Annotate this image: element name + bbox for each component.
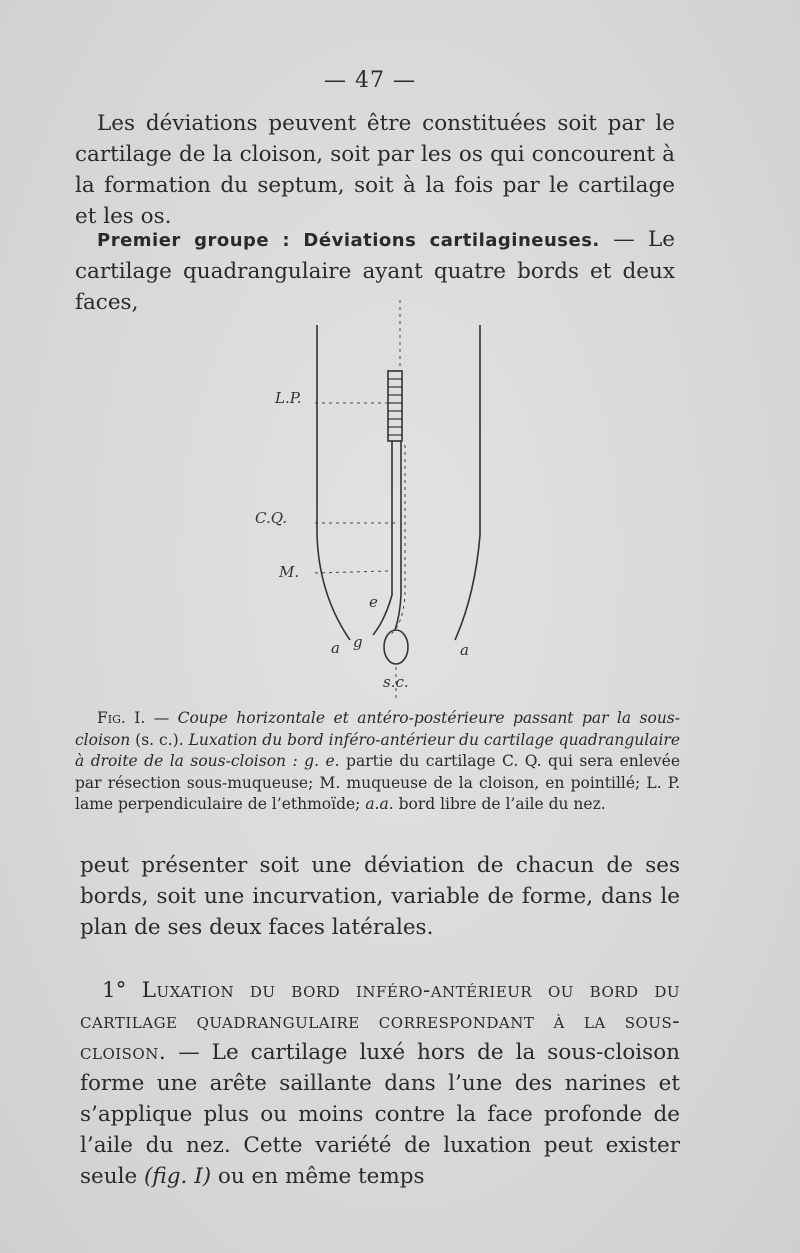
label-a-left: a — [331, 639, 340, 657]
section-luxation — [80, 975, 680, 1192]
section-text-before: — Le cartilage luxé hors de la sous-cloison forme une arête saillante dans l’une des narines et s’applique plus ou moins contre la face profonde de l’aile du nez. Cette variété de luxation peut exister seule — [80, 1040, 680, 1189]
caption-fig-label: Fig. I. — [97, 709, 146, 727]
sous-cloison-loop — [384, 630, 408, 664]
first-group-text: — Le cartilage quadrangulaire ayant quatre bords et deux faces, — [75, 227, 676, 315]
cartilage-right-line — [395, 441, 401, 630]
figure-1-diagram — [255, 295, 515, 705]
right-ala-outline — [455, 325, 480, 640]
caption-sc-abbr: (s. c.). — [130, 730, 189, 749]
caption-dash: — — [145, 709, 178, 727]
first-group-heading: Premier groupe : Déviations cartilagineuses. — [97, 230, 600, 251]
label-g: g — [353, 633, 363, 651]
perpendicular-plate — [388, 371, 402, 441]
page-number: — 47 — — [324, 68, 416, 93]
caption-luxation: Luxation du bord inféro-antérieur du cartilage quadrangulaire à droite de la sous-cloison : g. e. — [75, 730, 680, 770]
label-e: e — [369, 593, 378, 611]
paragraph-intro: Les déviations peuvent être constituées soit par le cartilage de la cloison, soit par les os qui concourent à la formation du septum, soit à la fois par le cartilage et les os. — [75, 111, 675, 229]
figure-reference: (fig. I) — [144, 1164, 212, 1189]
left-ala-outline — [317, 325, 350, 640]
paragraph-deviation: peut présenter soit une déviation de chacun de ses bords, soit une incurvation, variable de forme, dans le plan de ses deux faces latérales. — [80, 853, 680, 940]
label-a-right: a — [460, 641, 469, 659]
plate-hatching — [388, 379, 402, 435]
caption-body: partie du cartilage C. Q. qui sera enlevée par résection sous-muqueuse; M. muqueuse de la cloison, en pointillé; L. P. lame perpendiculaire de l’ethmoïde; — [75, 752, 680, 813]
caption-end: bord libre de l’aile du nez. — [393, 795, 606, 813]
caption-title: Coupe horizontale et antéro-postérieure passant par la sous-cloison — [75, 709, 680, 749]
figure-caption — [75, 708, 680, 816]
m-leader — [315, 571, 389, 573]
section-heading: Luxation du bord inféro-antérieur ou bord du cartilage quadrangulaire correspondant à la sous-cloison. — [80, 978, 681, 1065]
section-text-after: ou en même temps — [211, 1164, 425, 1189]
caption-aa: a.a. — [365, 795, 394, 813]
nasal-septum-section-drawing — [255, 295, 515, 705]
label-sc: s.c. — [383, 673, 409, 691]
label-lp: L.P. — [275, 389, 302, 407]
label-m: M. — [279, 563, 300, 581]
label-cq: C.Q. — [255, 509, 288, 527]
section-number: 1° — [102, 978, 142, 1003]
